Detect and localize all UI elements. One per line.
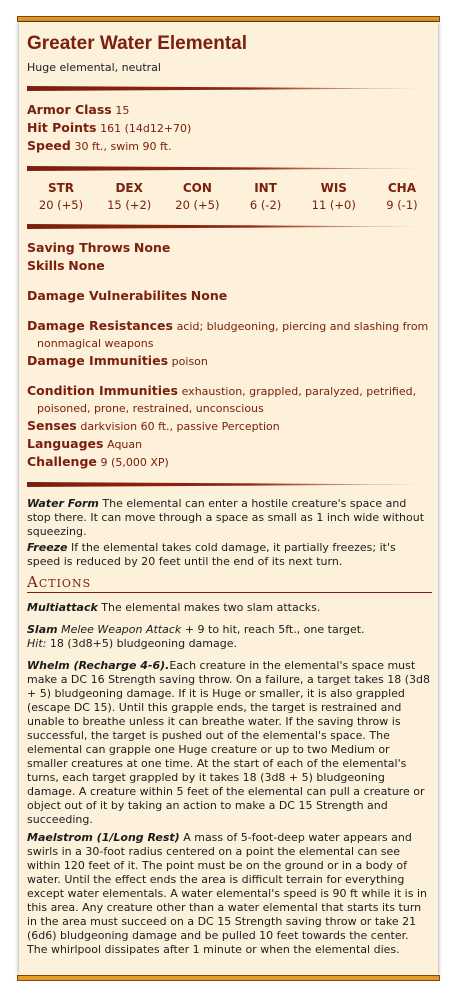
senses-label: Senses [27, 418, 77, 433]
ability-cha [372, 179, 432, 213]
ability-name: DEX [115, 181, 143, 195]
challenge-label: Challenge [27, 454, 97, 469]
ability-name: CON [182, 181, 212, 195]
action-text: A mass of 5-foot-deep water appears and swirls in a 30-foot radius centered on a point the elemental can see within 120 feet of it. The point must be on the ground or in a body of water. Until the effect ends the area is difficult terrain for everything except water elementals. A water elemental's speed is 90 ft while it is in this area. Any creature other than a water elemental that starts its turn in the area must succeed on a DC 15 Strength saving throw or take 21 (6d6) bludgeoning damage and be pulled 10 feet towards the center. The whirlpool dissipates after 1 minute or when the elemental dies. [27, 831, 427, 956]
ability-con [167, 179, 227, 213]
ability-value: 11 (+0) [311, 198, 356, 212]
damage-vulnerabilities [27, 287, 432, 305]
bottom-border-bar [17, 975, 440, 981]
damage-immunities-label: Damage Immunities [27, 353, 169, 368]
armor-class-label: Armor Class [27, 102, 112, 117]
armor-class-value: 15 [115, 104, 130, 117]
trait-name: Water Form [27, 497, 99, 510]
action-text: Each creature in the elemental's space must make a DC 16 Strength saving throw. On a failure, a target takes 18 (3d8 + 5) bludgeoning damage. If it is Huge or smaller, it is also grappled (escape DC 15). Until this grapple ends, the target is restrained and unable to breathe unless it can breathe water. If the saving throw is successful, the target is pushed out of the elemental's space. The elemental can grapple one Huge creature or up to two Medium or smaller creatures at one time. At the start of each of the elemental's turns, each target grappled by it takes 18 (3d8 + 5) bludgeoning damage. A creature within 5 feet of the elemental can pull a creature or object out of it by taking an action to make a DC 15 Strength and succeeding. [27, 659, 430, 826]
condition-immunities-value: exhaustion, grappled, paralyzed, petrified, poisoned, prone, restrained, unconscious [37, 385, 417, 415]
ability-int [236, 179, 296, 213]
ability-value: 15 (+2) [107, 198, 152, 212]
ability-value: 9 (-1) [386, 198, 418, 212]
hit-points-value: 161 (14d12+70) [100, 122, 192, 135]
hit-points [27, 119, 432, 137]
action-maelstrom [27, 831, 432, 957]
ability-value: 20 (+5) [38, 198, 84, 212]
divider-rule [27, 482, 432, 487]
saving-throws [27, 239, 432, 257]
skills-label: Skills [27, 258, 65, 273]
monster-name: Greater Water Elemental [27, 33, 247, 54]
action-text: The elemental makes two slam attacks. [101, 601, 321, 614]
action-whelm [27, 659, 432, 827]
stat-block [17, 16, 440, 981]
stat-block-content [27, 28, 432, 971]
ability-name: WIS [320, 181, 347, 195]
speed [27, 137, 432, 155]
trait-name: Freeze [27, 541, 68, 554]
ability-scores [27, 179, 432, 213]
senses [27, 417, 432, 435]
action-name: Whelm (Recharge 4-6). [27, 659, 170, 672]
ability-wis [304, 179, 364, 213]
ability-name: CHA [387, 181, 416, 195]
armor-class [27, 101, 432, 119]
hit-points-label: Hit Points [27, 120, 97, 135]
action-text: + 9 to hit, reach 5ft., one target. [184, 623, 365, 636]
damage-immunities [27, 352, 432, 370]
challenge-value: 9 (5,000 XP) [100, 456, 169, 469]
languages [27, 435, 432, 453]
ability-value: 6 (-2) [249, 198, 282, 212]
actions-heading: Actions [27, 573, 432, 593]
trait-text: If the elemental takes cold damage, it partially freezes; it's speed is reduced by 20 feet until the end of its next turn. [27, 541, 396, 568]
skills-value: None [68, 258, 105, 273]
languages-value: Aquan [107, 438, 143, 451]
speed-value: 30 ft., swim 90 ft. [74, 140, 172, 153]
action-hit-text: 18 (3d8+5) bludgeoning damage. [49, 637, 238, 650]
divider-rule [27, 166, 432, 171]
divider-rule [27, 86, 432, 91]
challenge [27, 453, 432, 471]
ability-name: STR [47, 181, 75, 195]
damage-resistances [27, 317, 432, 352]
languages-label: Languages [27, 436, 104, 451]
ability-dex [99, 179, 159, 213]
damage-resistances-label: Damage Resistances [27, 318, 173, 333]
divider-rule [27, 224, 432, 229]
action-name: Multiattack [27, 601, 98, 614]
action-name: Maelstrom (1/Long Rest) [27, 831, 180, 844]
action-attack-type: Melee Weapon Attack [61, 623, 182, 636]
ability-name: INT [254, 181, 277, 195]
damage-vulnerabilities-label: Damage Vulnerabilites [27, 288, 188, 303]
condition-immunities [27, 382, 432, 417]
condition-immunities-label: Condition Immunities [27, 383, 178, 398]
ability-value: 20 (+5) [175, 198, 220, 212]
trait-text: The elemental can enter a hostile creature's space and stop there. It can move through a space as small as 1 inch wide without squeezing. [27, 497, 425, 538]
action-slam [27, 623, 432, 651]
damage-resistances-value: acid; bludgeoning, piercing and slashing from nonmagical weapons [37, 320, 429, 350]
action-multiattack [27, 601, 432, 615]
stat-block-panel [19, 22, 438, 975]
damage-immunities-value: poison [171, 355, 208, 368]
action-hit-label: Hit: [27, 637, 47, 650]
trait-water-form [27, 497, 432, 539]
damage-vulnerabilities-value: None [190, 288, 228, 303]
skills [27, 257, 432, 275]
speed-label: Speed [27, 138, 71, 153]
trait-freeze [27, 541, 432, 569]
ability-str [31, 179, 91, 213]
action-name: Slam [27, 623, 58, 636]
saving-throws-value: None [133, 240, 171, 255]
senses-value: darkvision 60 ft., passive Perception [80, 420, 280, 433]
saving-throws-label: Saving Throws [27, 240, 131, 255]
monster-type: Huge elemental, neutral [27, 61, 161, 74]
